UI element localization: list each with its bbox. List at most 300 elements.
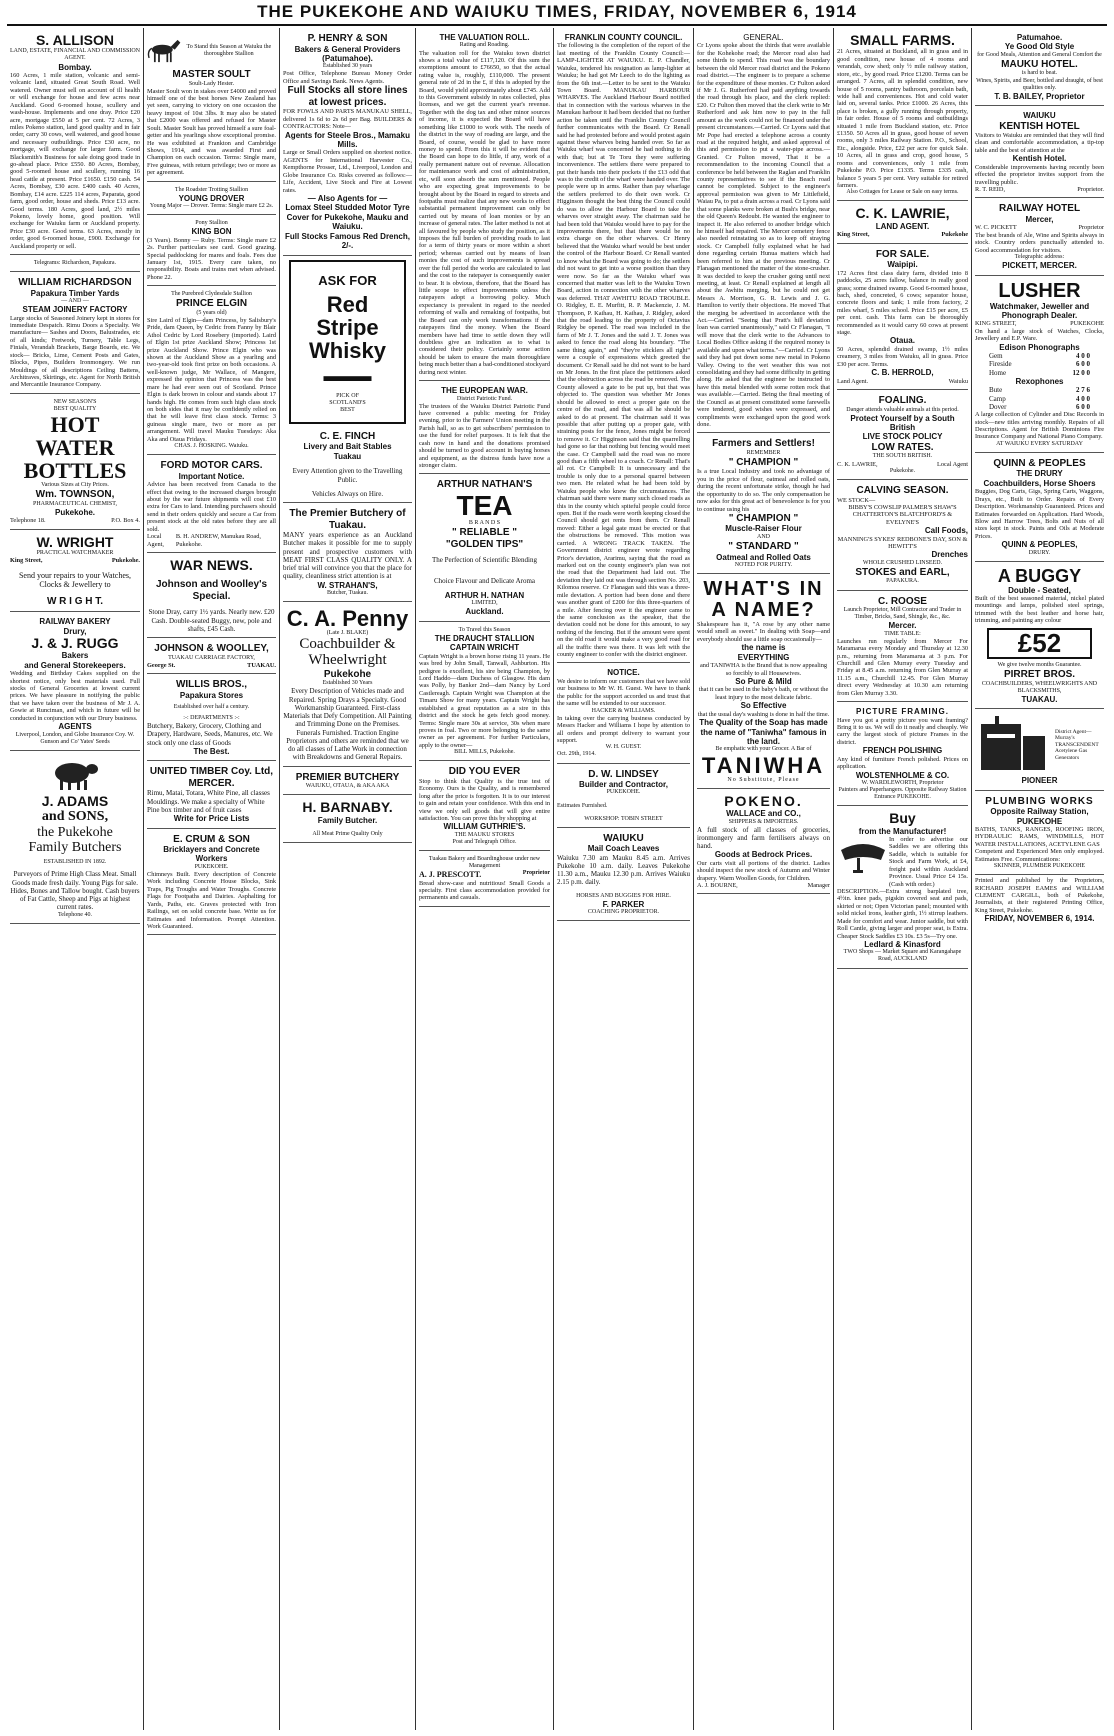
edison-price-list [975, 352, 1104, 377]
lawrie-ad [837, 203, 968, 243]
rugg-drury: Drury, [63, 626, 87, 636]
for-sale-ad [837, 246, 968, 390]
warnews-sub: Johnson and Woolley's Special. [155, 579, 268, 602]
small-farms-ad [837, 30, 968, 201]
kentish-body: Visitors to Waiuku are reminded that they will find clean and comfortable accommodation, a tip-top table and the best of attention at the [975, 132, 1104, 154]
foaling-place: Pukekohe. [889, 467, 916, 474]
whats-eff: So Effective [740, 701, 787, 711]
penny-place: Pukekohe [323, 668, 372, 680]
imprint [975, 877, 1104, 924]
price-row [975, 369, 1104, 377]
soult-ad [147, 30, 276, 182]
franklin-title: FRANKLIN COUNTY COUNCIL. [564, 33, 683, 42]
henry-agents: Agents for Steele Bros., Mamaku Mills. [285, 130, 410, 149]
patumahoe-sub2: for Good Meals, Attention and General Comfort the [977, 51, 1102, 58]
sale-otaua: Otaua. [890, 336, 915, 346]
price-item-name: Fireside [989, 360, 1012, 369]
allison-sub: LAND, ESTATE, FINANCIAL AND COMMISSION AGENT. [10, 48, 140, 62]
henry-est: Established 30 years [322, 63, 373, 70]
penny-sub: Coachbuilder & Wheelwright [299, 636, 396, 668]
stripe-best: BEST [340, 406, 355, 413]
pokeno-goods: Goods at Bedrock Prices. [714, 850, 813, 860]
buy-sub: from the Manufacturer! [858, 826, 947, 836]
adams-tel: Telephone 40. [58, 911, 92, 918]
railway-name: RAILWAY HOTEL [998, 203, 1081, 215]
ford-agent: Local Agent, [147, 533, 164, 548]
price-item-value: 12 0 0 [1072, 368, 1090, 377]
roose-table: TIME TABLE: [884, 630, 921, 637]
pokeno-ad [697, 791, 830, 895]
railway-body: The best brands of Ale, Wine and Spirits always in stock. Country orders punctually attended to. Good accommodation for visitors. [975, 231, 1104, 254]
price-item-name: Bute [989, 386, 1003, 395]
buggy-sub2: COACHBUILDERS, WHEELWRIGHTS AND BLACKSMITHS, [981, 680, 1098, 694]
lusher-sub: Watchmaker, Jeweller and Phonograph Dealer. [989, 301, 1090, 321]
sale-place2: Waiuku [948, 377, 968, 385]
column-8 [972, 30, 1107, 1730]
elgin-name: PRINCE ELGIN [175, 298, 248, 310]
valuation-title: THE VALUATION ROLL. [439, 33, 530, 42]
pokeno-sub: WALLACE and CO., [726, 809, 801, 819]
foaling-sb: THE SOUTH BRITISH. [872, 453, 933, 460]
kentish-top: WAIUKU [1023, 111, 1056, 121]
horse-illustration [147, 33, 182, 69]
general-title: GENERAL. [743, 33, 784, 42]
wright-sub: PRACTICAL WATCHMAKER [36, 550, 114, 557]
ford-sub: Important Notice. [178, 471, 245, 481]
wright-body: Send your repairs to your Watches, Clocks & Jewellery to [18, 570, 132, 590]
whats-emph: Be emphatic with your Grocer. A Bar of [715, 746, 812, 753]
notice-date: Oct. 29th, 1914. [557, 751, 596, 758]
waiuku-sub2: COACHING PROPRIETOR. [587, 909, 660, 916]
foaling-sign: C. K. LAWRIE, [837, 460, 878, 468]
picture-french: FRENCH POLISHING [862, 746, 943, 756]
nathan-sign: ARTHUR H. NATHAN [444, 590, 525, 600]
henry-body3: Large or Small Orders supplied on shortest notice. AGENTS for International Harvester Co., Kempthorne Prosser, Ltd., Liverpool, London and Globe Insurance Co. Risks covered as follows:—Life, Accident, Live Stock and Fire at Lowest rates. [283, 149, 412, 194]
townson-name: Wm. TOWNSON, [35, 489, 115, 501]
quinn-ad [975, 455, 1104, 562]
adams-and: and SONS, [41, 809, 109, 825]
kingbon-name: KING BON [191, 227, 232, 237]
elgin-top: The Purebred Clydesdale Stallion [171, 291, 252, 298]
henry-place: (Patumahoe). [322, 53, 373, 63]
rugg-sub2: and General Storekeepers. [24, 660, 126, 670]
pokeno-sign: A. J. BOURNE, [697, 882, 738, 890]
tuakau-name: A. J. PRESCOTT. [419, 870, 482, 880]
richardson-name: WILLIAM RICHARDSON [18, 277, 132, 289]
nathan-tea: TEA [456, 489, 513, 521]
farmers-body: Is a true Local Industry and took no advantage of you in the price of flour, oatmeal and rolled oats, during the recent unfortunate strike, though he had the opportunity to do so. The only compensation he now asks for this great act of benevolence is for you to continue using his [697, 468, 830, 513]
pokeno-body2: Our carts visit all portions of the district. Ladies should inspect the new stock of Autumn and Winter drapery. Warm Woollen Goods, for Children. [697, 859, 830, 882]
richardson-ad [10, 274, 140, 394]
waiuku-coach-ad [557, 830, 690, 922]
masthead-rule [7, 24, 1107, 26]
kentish-prop: Proprietor. [1077, 186, 1104, 194]
saddle-ad [837, 808, 968, 968]
pioneer-ad [975, 711, 1104, 790]
picture-name: WOLSTENHOLME & CO. [855, 770, 950, 780]
townson-place: Pukekohe. [54, 507, 95, 517]
rugg-bakery: RAILWAY BAKERY [39, 617, 111, 627]
sale-body: 172 Acres first class dairy farm, divided into 8 paddocks, 25 acres fallow, balance in really good grass; some drained swamp. Good 6-roomed house, bach, shed, concreted, 6 cows; separator house, concrete floors and tank; 1 mile from factory, 2 miles wharf, 5 miles school. Price £15 per acre, £5 per cent. cash. This farm can be thoroughly recommended as it would carry 60 cows at present stage. [837, 269, 968, 337]
allison-place: Bombay. [58, 62, 92, 72]
price-row [975, 403, 1104, 411]
elgin-body: Sire Laird of Elgin—dam Princess, by Salisbury's Pride, dam Queen, by Cedric from Fanny by Blair Athol Cedric by Lord Rosebery (imported). Laird of Elgin 1st prize Auckland Show; Princess 1st prize Auckland Show. Prince Elgin who was shown at the Auckland Show as a yearling and two-year-old took first prize on both occasions. A well-known judge, Mr Wallace, of Mangere, expressed the opinion that Princess was the best mare he had ever seen out of Scotland. Prince Elgin is dark brown in colour and stands about 17 hands high. He comes from such high class stock on both sides that it may be confidently relied on that he will leave first class stock. Terms: 3 guineas single mare, two or more as per arrangement. Will travel Mauku Tuesdays: Aka Aka and Otaua Fridays. [147, 316, 276, 443]
waiuku-name: WAIUKU [603, 832, 644, 844]
buggy-ad [975, 564, 1104, 709]
rexophone-price-list [975, 386, 1104, 411]
plumbing-body2: Competent and Experienced Men only employed. Estimates Free. Communications: [975, 848, 1104, 863]
adams-the: the Pukekohe [37, 824, 113, 840]
rugg-body: Wedding and Birthday Cakes supplied on the shortest notice, only best materials used. Full stocks of General Groceries at lowest current prices. We have pleasure in notifying the public that we have taken over the business of Mr J. A. Gowie at Runciman, and which in future will be conducted in conjunction with our Drury business. [10, 670, 140, 722]
acetylene-generator-illustration [975, 714, 1055, 776]
henry-name: P. HENRY & SON [307, 33, 388, 44]
sale-title: FOR SALE. [875, 248, 930, 260]
buggy-sub: Double - Seated, [1008, 585, 1071, 595]
calving-stokes: STOKES and EARL, [855, 566, 950, 578]
whats-name: the name is [741, 643, 786, 653]
allison-body: 160 Acres, 1 mile station, volcanic and semi-volcanic land, situated Great South Road. Well watered. Owner must sell on account of ill health or will exchange for house and few acres near Auckland. Good 6-roomed house, scullery and wash-house. Implements and one dray. Price £20 acre, mortgage £550 at 5 per cent. 72 Acres, 3 miles Pokeno station, land good quality and in fair order, carry 30 cows, well watered, and good house and necessary outbuildings. Price £30 acre, no mortgage, will exchange for larger farm. Good Blacksmith's Business for sale doing good trade in go-ahead place. Price £550. 80 Acres, Bombay, good 5-roomed house and scullery, running 16 head cattle at present. Price £1650. £150 cash. 54 Acres, Bombay, £30 acre. £400 cash. 40 Acres, Bombay, £14 acre. £225 114 acres, Paparata, good farm, good order, house and sheds. Price £13 acre. Good terms. 180 Acres, good land, 2½ miles Pokeno, lovely home, good position. Will exchange for Waiuku farm or Auckland property. Price £30 acre. Good terms. 63 Acres, mostly in order, good 6-roomed house, £900. Exchange for Auckland property or sell. [10, 71, 140, 250]
penny-late: (Late J. BLAKE) [326, 630, 369, 637]
sale-herrold: C. B. HERROLD, [871, 368, 934, 378]
richardson-sub: Papakura Timber Yards [30, 288, 120, 298]
whats-pure: So Pure & Mild [735, 677, 792, 686]
buy-addr: TWO Shops — Market Square and Karangahape Road, AUCKLAND [843, 949, 962, 963]
sale-body2: 50 Acres, splendid drained swamp, 1½ miles creamery, 3 miles from Waiuku, all in grass. Price £30 per acre. Terms. [837, 345, 968, 368]
lusher-street: KING STREET, [975, 320, 1017, 328]
calving-drenches: Drenches [931, 550, 968, 560]
ford-ad [147, 457, 276, 553]
townson-various: Various Sizes at City Prices. [41, 482, 109, 489]
price-item-name: Gem [989, 352, 1003, 361]
townson-sub: PHARMACEUTICAL CHEMIST, [32, 500, 117, 507]
drover-body: Young Major — Drover. Terms: Single mare £2 2s. [149, 203, 274, 210]
small-title: SMALL FARMS. [850, 32, 955, 48]
price-item-name: Home [989, 368, 1007, 377]
kentish-name2: Kentish Hotel. [1012, 154, 1067, 164]
nathan-ltd: LIMITED, [471, 600, 498, 607]
waiuku-sub: Mail Coach Leaves [587, 844, 660, 854]
plumbing-title: PLUMBING WORKS [985, 795, 1094, 807]
tuakau-body2: Bread show-case and nutritious! Small Goods a specialty. First class accommodation provided for permanents and casuals. [419, 879, 550, 902]
butchery-sign: W. STRAHAN'S, [317, 580, 378, 590]
finch-place: Tuakau [333, 451, 362, 461]
buggy-title: A BUGGY [997, 565, 1082, 586]
townson-water: WATER [35, 435, 115, 461]
foaling-title: FOALING. [878, 395, 927, 407]
calving-call: Call Foods, [924, 526, 968, 536]
townson-box: P.O. Box 4. [111, 517, 140, 525]
quinn-name: QUINN & PEOPLES [993, 457, 1086, 469]
pokeno-sub2: SHIPPERS & IMPORTERS. [728, 818, 799, 825]
soult-name: MASTER SOULT [172, 69, 251, 80]
barnaby-name: H. BARNABY. [302, 799, 393, 816]
waiuku-sign: F. PARKER [602, 899, 645, 909]
henry-sub: Bakers & General Providers [294, 44, 401, 54]
drover-ad [147, 184, 276, 216]
allison-ad [10, 30, 140, 255]
farmers-raiser: Muscle-Raiser Flour [725, 524, 802, 534]
nathan-name: ARTHUR NATHAN'S [436, 479, 533, 491]
buy-desc: DESCRIPTION.—Extra strong barplated tree, 4½in. knee pads, pigskin covered seat and pads, skirted or not; Open Victorian panel; mounted with solid nickel irons, leather girth, 1½ stirrup leathers. Made for comfort and wear. Junior saddle, but with Roll Cantle, giving larger and proper seat, is Extra. Cheaper Stock Saddles £3 10s. £3 5s—Try one. [837, 887, 968, 940]
timber-write: Write for Price Lists [173, 814, 250, 824]
finch-body: Every Attention given to the Travelling Public. [292, 467, 403, 484]
willis-sub: Papakura Stores [179, 690, 244, 700]
richardson-and: — AND — [61, 298, 89, 305]
column-6 [694, 30, 833, 1730]
column-7 [834, 30, 971, 1730]
war-sub: District Patriotic Fund. [456, 395, 513, 402]
farmers-remember: REMEMBER [746, 449, 781, 456]
railway-place: Mercer, [1025, 214, 1054, 224]
small-also: Also Cottages for Lease or Sale on easy terms. [846, 189, 959, 196]
ford-body: Advice has been received from Canada to the effect that owing to the increased charges brought about by the war future shipments will cost £10 extra for Cars to land. Intending purchasers should send in their orders quickly and secure a Car from present stock at the old rates before they are all sold. [147, 481, 276, 533]
lusher-at: AT WAIUKU EVERY SATURDAY [996, 440, 1083, 447]
timber-ad [147, 763, 276, 828]
column-2 [144, 30, 279, 1730]
wright-to: W R I G H T. [46, 595, 104, 607]
didyou-body: Stop to think that Quality is the true test of Economy. Ours is the Quality, and is remembered long after the price is forgotten. It is to our interest to gain and retain your confidence. With this end in view we only sell goods that will give entire satisfaction. You can prove this by shopping at [419, 777, 550, 822]
foaling-local: Local Agent [937, 460, 968, 468]
whats-l1: WHAT'S IN [703, 578, 824, 601]
wright-place: Pukekohe. [111, 557, 140, 565]
didyou-ad [419, 763, 550, 851]
richardson-sub2: STEAM JOINERY FACTORY [22, 305, 128, 315]
nathan-ad [419, 476, 550, 621]
whats-every: EVERYTHING [737, 652, 790, 662]
timber-name: UNITED TIMBER Coy. Ltd, [149, 766, 274, 778]
kingbon-ad [147, 217, 276, 286]
wright-name: W. WRIGHT [36, 533, 114, 550]
townson-l1: NEW SEASON'S [53, 398, 97, 405]
nathan-brands: B R A N D S [468, 520, 501, 527]
patumahoe-sub: Ye Good Old Style [1004, 42, 1075, 52]
foaling-protect: Protect Yourself by a South British [850, 413, 955, 433]
nathan-golden: "GOLDEN TIPS" [445, 538, 524, 550]
tuakau-sub: Proprietor [522, 870, 550, 877]
lindsey-name: D. W. LINDSEY [588, 768, 659, 780]
adams-family: Family Butchers [28, 839, 122, 855]
pokeno-body: A full stock of all classes of groceries, ironmongery and farm fertilisers always on hand. [697, 825, 830, 851]
farmers-champion2: " CHAMPION " [728, 512, 799, 524]
foaling-low: LOW RATES. [871, 441, 934, 453]
penny-name: C. A. Penny [286, 606, 409, 632]
whats-taniwha: TANIWHA [701, 752, 826, 778]
calving-ad [837, 482, 968, 591]
warnews-ad [147, 555, 276, 638]
crum-place: PUKEKOHE. [194, 863, 229, 870]
plumbing-sub: Opposite Railway Station, PUKEKOHE [990, 807, 1089, 826]
butchery-body: MANY years experience as an Auckland Butcher makes it possible for me to supply present and prospective customers with MEAT FIRST CLASS QUALITY ONLY. A brief trial will convince you that the place for quality, cleanliness strict attention is at [283, 531, 412, 581]
farmers-noted: NOTED FOR PURITY. [734, 561, 793, 568]
notice-ad [557, 665, 690, 763]
premier-ad [283, 769, 412, 796]
stripe-ornament: ▬▬▬ [323, 367, 372, 385]
lusher-place: PUKEKOHE [1070, 320, 1104, 328]
picture-title: PICTURE FRAMING. [856, 707, 949, 717]
waiuku-body: Waiuku 7.30 am Mauku 8.45 a.m. Arrives Pukekohe 10 a.m. daily. Leaves Pukekohe 11.30 a.m., Mauku 12.30 p.m. Arrives Waiuku 2.15 p.m. daily. [557, 853, 690, 887]
roose-name: C. ROOSE [878, 595, 927, 607]
ford-name: FORD MOTOR CARS. [160, 460, 263, 472]
general-article [697, 30, 830, 433]
quinn-place: DRURY. [1028, 549, 1051, 556]
richardson-body: Large stocks of Seasoned Joinery kept in stores for immediate Despatch. Rimu Doors a Specialty. We manufacture— Sashes and Doors, Balustrades, etc of all kinds; Fretwork, Turnery, Table Legs, Finials, Verandah Brackets, Barge Boards, etc. We stock— Bricks, Lime, Cement Posts and Gates, Blocks, Pipes, Builders Ironmongery. We run Mouldings of all descriptions Ceiling Battens, Architraves, Skirtings, etc. Agent for North British and Mercantile Insurance Company. [10, 314, 140, 389]
johnson-name: JOHNSON & WOOLLEY, [154, 643, 269, 655]
notice-body: We desire to inform our customers that we have sold our business to Mr W. H. Guest. We have to thank the public for the support accorded us and trust that the same will be extended to our successor. [557, 677, 690, 708]
penny-ad [283, 604, 412, 767]
wright-ad [10, 532, 140, 612]
buggy-body: Built of the best seasoned material, nickel plated mountings and lamps, polished steel springs, trimmed with the best leather and horse hair, trimming, and painting any colour [975, 595, 1104, 625]
quinn-sub2: Coachbuilders, Horse Shoers [983, 478, 1096, 488]
roose-body2: Launches run regularly from Mercer For Maramarua every Monday and Thursday at 12.30 p.m., returning from Maramarua at 3 p.m. For Churchill and Glen Murray every Tuesday and Friday at 8.45 a.m. returning from Glen Murray at 11.15 a.m., Churchill 12.45. For Glen Murray direct every Wednesday at 10.30 a.m returning from Glen Murray 3.30. [837, 637, 968, 697]
stripe-scot: SCOTLAND'S [329, 399, 366, 406]
soult-body: Master Soult won in stakes over £4000 and proved himself one of the best horses New Zealand has yet seen, carrying to victory on one occasion the heavy impost of 10st 3lbs. It may also be stated that £2000 was offered and refused for Master Soult. Master Soult has proved himself a sure foal-getter and his yearlings show exceptional promise. He was exhibited at Frankton and Cambridge Shows, 1914, and was awarded First and Champion on each occasion. Terms: Single mare, Five guineas, with return privilege; two or more as per agreement. [147, 87, 276, 177]
barnaby-ad [283, 797, 412, 843]
lindsey-est: Estimates Furnished. [557, 802, 608, 809]
quinn-sign: QUINN & PEOPLES, [1001, 540, 1078, 550]
mauku-hotel-ad [975, 30, 1104, 106]
war-article [419, 383, 550, 474]
willis-ad [147, 676, 276, 761]
price-item-name: Dover [989, 402, 1007, 411]
calving-crushed: WHOLE CRUSHED LINSEED. [862, 559, 943, 566]
patumahoe-top: Patumahoe. [1016, 33, 1063, 42]
warnews-name: WAR NEWS. [170, 556, 253, 573]
picture-body3: Painters and Paperhangers. Opposite Railway Station Entrance PUKEKOHE. [838, 787, 967, 801]
price-row [975, 360, 1104, 368]
henry-also: — Also Agents for — [307, 193, 388, 203]
imprint-date: FRIDAY, NOVEMBER 6, 1914. [984, 914, 1095, 924]
ford-agentname: B. H. ANDREW, Manukau Road, Pukekohe. [175, 533, 261, 548]
nathan-perf: The Perfection of Scientific Blending [432, 556, 537, 565]
sale-agent: Land Agent. [837, 377, 869, 385]
patumahoe-hard: is hard to beat. [1021, 70, 1058, 77]
draught-top: To Travel this Season [458, 626, 511, 633]
butchery-place: Butcher, Tuakau. [327, 589, 368, 596]
nathan-place: Auckland. [465, 607, 504, 617]
roose-body: Launch Proprietor, Mill Contractor and Trader in Timber, Bricks, Sand, Shingle, &c., &c. [843, 607, 962, 621]
henry-ad [283, 30, 412, 256]
whats-body4: that the usual day's washing is done in half the time. [697, 710, 830, 718]
lawrie-sub: LAND AGENT. [875, 221, 930, 231]
draught-sub: CAPTAIN WRICHT [449, 643, 520, 653]
notice-sign2: W. H. GUEST. [605, 744, 642, 751]
sheep-illustration [50, 758, 100, 792]
franklin-article [557, 30, 690, 663]
telegrams-line: Telegrams: Richardson, Papakura. [10, 257, 140, 272]
crum-body: Chimneys Built. Every description of Concrete Work including Concrete House Blocks, Sink Traps, Pig Troughs and Water Troughs. Concrete Flags for Footpaths and Dairies. Asphalting for Yards, Paths, etc. Graves protected with Iron Railings, set on solid concrete base. Write us for Estimates and Information. Prompt Attention. Work Guaranteed. [147, 870, 276, 930]
penny-body: Every Description of Vehicles made and Repaired. Spring Drays a Specialty. Good Workmanship Guaranteed. First-class Materials that Defy Competition. All Painting and Trimming Done on the Premises. Funerals Furnished. Traction Engine Proprietors and others are reminded that we do all classes of Lathe Work in connection with Breakdowns and General Repairs. [283, 687, 412, 762]
soult-sub: Soult-Lady Hester. [188, 80, 235, 87]
farmers-standard: " STANDARD " [728, 541, 799, 552]
buggy-price: £52 [987, 628, 1092, 659]
didyou-sign: WILLIAM GUTHRIE'S. [443, 822, 526, 832]
pokeno-name: POKENO. [724, 792, 803, 809]
roose-ad [837, 593, 968, 703]
column-1 [7, 30, 143, 1730]
buy-name: Ledlard & Kinasford [864, 939, 941, 949]
adams-ad [10, 753, 140, 924]
nathan-reliable: " RELIABLE " [451, 527, 518, 539]
lawrie-street: King Street, [837, 231, 870, 239]
willis-est: Established over half a century. [173, 704, 250, 710]
railway-addr: PICKETT, MERCER. [1002, 261, 1077, 271]
henry-stock: Full Stocks Famous Red Drench, 2/-. [285, 231, 410, 251]
didyou-name: DID YOU EVER [448, 766, 521, 778]
rugg-sub: Bakers [61, 651, 89, 661]
buy-body: In order to advertise our Saddles we are offering this Saddle, which is suitable for Stock and Farm Work, at £4, freight paid within Auckland Province. Usual Price £4 15s. (Cash with order.) [889, 836, 968, 888]
rugg-name: J. & J. RUGG [31, 634, 119, 651]
rugg-agents: AGENTS [58, 722, 92, 732]
draught-sign: BILL MILLS, Pukekohe. [454, 749, 515, 756]
barnaby-body: All Meat Prime Quality Only [312, 830, 383, 837]
johnson-sub: TUAKAU CARRIAGE FACTORY, [168, 654, 255, 661]
premier-name: PREMIER BUTCHERY [295, 771, 400, 783]
tuakau-body: Tuakau Bakery and Boardinghouse under new Management [428, 855, 541, 870]
plumbing-body: BATHS, TANKS, RANGES, ROOFING IRON, HYDRAULIC RAMS, WINDMILLS, HOT WATER INSTALLATIONS, ACETYLENE GAS [975, 826, 1104, 848]
kentish-sign: R. T. REID, [975, 186, 1006, 194]
willis-body: Butchery, Bakery, Grocery, Clothing and Drapery, Hardware, Seeds, Manures, etc. We stock only one class of Goods [147, 722, 273, 747]
masthead-title: THE PUKEKOHE AND WAIUKU TIMES, FRIDAY, NOVEMBER 6, 1914 [257, 2, 857, 21]
price-row [975, 352, 1104, 360]
valuation-article [419, 30, 550, 381]
elgin-sign: CHAS. J. HOSKING. Waiuku. [174, 443, 249, 450]
soult-top: To Stand this Season at Waiuku the thoroughbre Stallion [186, 43, 272, 57]
lusher-name: LUSHER [998, 279, 1081, 302]
patumahoe-name: MAUKU HOTEL. [1001, 58, 1078, 70]
johnson-ad [147, 640, 276, 674]
price-row [975, 386, 1104, 394]
calving-list2: MANNING'S SYKES' REDBONE'S DAY, SON & HEWITT'S [837, 535, 968, 551]
rugg-agentsbody: Liverpool, London, and Globe Insurance Coy. W. Gunson and Co' Yates' Seeds [15, 731, 135, 745]
didyou-sub: THE MAUKU STORES [454, 831, 515, 838]
lindsey-workshop: WORKSHOP: TOBIN STREET [584, 815, 663, 822]
henry-full: Full Stocks all store lines at lowest prices. [287, 85, 408, 108]
drover-name: YOUNG DROVER [178, 193, 245, 203]
column-4 [416, 30, 553, 1730]
kentish-hotel-ad [975, 108, 1104, 198]
pioneer-name: PIONEER [1021, 776, 1058, 786]
railway-hotel-ad [975, 200, 1104, 275]
pokeno-mgr: Manager [807, 882, 830, 890]
townson-l2: BEST QUALITY [53, 405, 97, 412]
patumahoe-body: Wines, Spirits, and Beer, bottled and draught, of best qualities only. [976, 77, 1103, 91]
lindsey-ad [557, 766, 690, 828]
draught-name: THE DRAUCHT STALLION [434, 633, 535, 643]
adams-est: ESTABLISHED IN 1892. [43, 859, 107, 866]
stripe-pick: PICK OF [336, 392, 359, 399]
railway-tel: Telegraphic address: [1014, 254, 1065, 261]
lusher-edison: Edison Phonographs [999, 342, 1080, 352]
foaling-policy: LIVE STOCK POLICY [862, 432, 943, 442]
calving-we: WE STOCK— [837, 496, 876, 504]
imprint-body: Printed and published by the Proprietors, RICHARD JOSEPH EAMES and WILLIAM CLEMENT CARGILL, both of Pukekohe, Journalists, at their registered Printing Office, King Street, Pukekohe. [975, 877, 1104, 914]
saddle-illustration [837, 836, 889, 876]
townson-ad [10, 396, 140, 530]
price-item-name: Camp [989, 394, 1006, 403]
farmers-title: Farmers and Settlers! [712, 438, 815, 450]
war-body: The trustees of the Waiuku District Patriotic Fund have convened a public meeting for Friday evening, prior to the Farmers' Union meeting in the Parish hall, so as to get subscribers' permission to use the fund for relief purposes. It is felt that the cash now in hand and the donations promised should be turned to good account in buying horses and equipment, as the distress funds have now a stronger claim. [419, 402, 550, 469]
valuation-body: The valuation roll for the Waiuku town district shows a total value of £117,120. Of this sum the exemptions amount to £76650, so that the actual rating value is, roughly, £110,000. The present general rate of 2d in the £, if this is adopted by the Board, would yield approximately about £745. Add to this Government subsidy in rates collected, plus licenses, and we get the current year's revenue. Together with the dog tax and other minor sources of income, it is expected the Board will have something like £1000 to work with. The needs of the district in the way of roading are large, and the Board, of course, would be glad to have more money to spend. From this it will be evident that the Board can hope to do little, if any, work of a really permanent nature out of revenue. Allocation for maintenance work and cost of administration, etc, will soon absorb the sum mentioned. People who are expecting great improvements to be brought about by the Board in regard to streets and footpaths must realize that any new works to effect substantial permanent improvement can only be carried out by means of loan monies or by an increase of general rates. The latter method is not at all favoured by people who study the position, as it imposes the full burden of providing roads to last for a term of thirty years or more within a short period; whereas carried out by means of loan monies the cost of such improvements is spread over the full period the works are calculated to last and the cost to the ratepayer is consequently easier to bear. It is obvious, therefore, that the Board has little scope to effect improvements unless the ratepayers adopt a borrowing policy. Much expectancy is prevalent in regard to the needed reforming of walls and remaking of footpaths, but the Board can only work transformations if the ratepayers find the money. When the Board members have had time to settle down they will doubtless give an indication as to what is considered their policy. Certainly some action should be taken to ensure the main thoroughfare being much better than a bad-conditioned stockyard during next winter. [419, 49, 550, 376]
crum-name: E. CRUM & SON [173, 833, 250, 845]
draught-ad [419, 624, 550, 762]
small-body: 21 Acres, situated at Buckland, all in grass and in good condition, new house of 4 rooms and verandah, cow shed; only ½ mile railway station, store, etc., by good road. Price £1200. Terms can be arranged. 7 Acres, all in splendid condition, new house of 5 rooms, pantry bathroom, porcelain bath, wide hall and conveniences. Hot and cold water laid on, several tanks. Price £1000. 26 Acres, this place is broken, a gully running through property, in fair order. House of 5 rooms and outbuildings situated 1 mile from Buckland station, etc. Price £1350. 50 Acres all in grass, good house of seven rooms, only 3 miles Railway Station. P.O., School, Etc., alongside. Price, £22 per acre for quick Sale. 10 Acres, all in grass and crop, good house, 5 rooms and conveniences, only 1 mile from Pukekohe P.O. Price £1335. Terms £335 cash, balance 5 years 5 per cent. Very suitable for retired farmers. [837, 48, 968, 189]
notice-body2: In taking over the carrying business conducted by Messrs Hacker and Williams I hope by attention to all orders and prompt delivery to warrant your support. [557, 714, 690, 744]
price-row [975, 395, 1104, 403]
buggy-name: PIRRET BROS. [1003, 669, 1076, 681]
railway-sign: W. C. PICKETT [975, 224, 1017, 232]
adams-name: J. ADAMS [41, 792, 109, 809]
adams-body: Purveyors of Prime High Class Meat. Small Goods made fresh daily. Young Pigs for sale. Hides, Bones and Tallow bought. Cash buyers of Fat Cattle, Sheep and Pigs at highest current rates. [10, 870, 140, 912]
